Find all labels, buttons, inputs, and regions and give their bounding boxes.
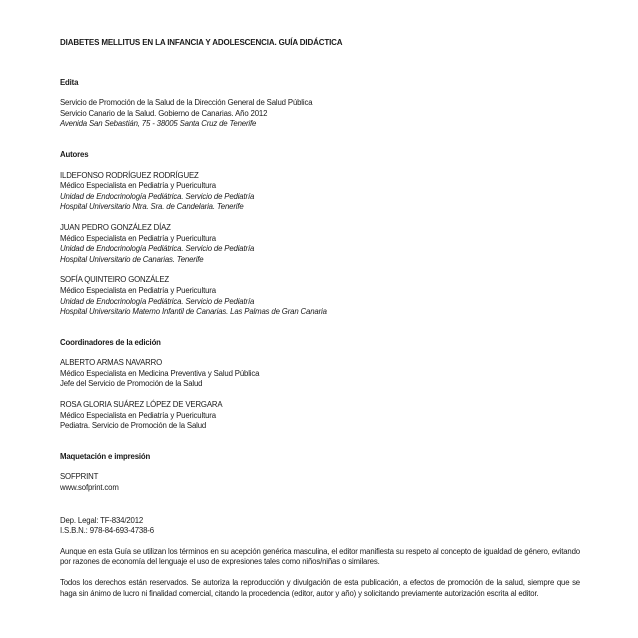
edita-line-1: Servicio de Promoción de la Salud de la Dirección General de Salud Pública xyxy=(60,98,313,108)
printer-website: www.sofprint.com xyxy=(60,483,119,493)
edita-address: Avenida San Sebastián, 75 - 38005 Santa Cruz de Tenerife xyxy=(60,119,257,129)
autores-section xyxy=(60,150,580,318)
coordinator-post: Jefe del Servicio de Promoción de la Salud xyxy=(60,379,203,389)
author-unit: Unidad de Endocrinología Pediátrica. Servicio de Pediatría xyxy=(60,244,255,254)
author-role: Médico Especialista en Pediatría y Puericultura xyxy=(60,181,216,191)
author-role: Médico Especialista en Pediatría y Puericultura xyxy=(60,233,216,243)
coordinadores-section xyxy=(60,338,580,432)
legal-deposit: Dep. Legal: TF-834/2012 xyxy=(60,515,144,525)
edita-section xyxy=(60,78,580,130)
edita-heading: Edita xyxy=(60,77,79,87)
author-unit: Unidad de Endocrinología Pediátrica. Servicio de Pediatría xyxy=(60,296,255,306)
author-name: ILDEFONSO RODRÍGUEZ RODRÍGUEZ xyxy=(60,170,199,180)
coordinator-name: ROSA GLORIA SUÁREZ LÓPEZ DE VERGARA xyxy=(60,400,223,410)
author-entry-3 xyxy=(60,275,580,317)
isbn: I.S.B.N.: 978-84-693-4738-6 xyxy=(60,526,154,536)
maquetacion-heading: Maquetación e impresión xyxy=(60,451,151,461)
rights-note: Todos los derechos están reservados. Se autoriza la reproducción y divulgación de esta publicación, a efectos de promoción de la salud, siempre que se haga sin ánimo de lucro ni finalidad comercial, citando la procedencia (editor, autor y año) y solicitando previamente autorización escrita al editor. xyxy=(60,578,580,598)
legal-section xyxy=(60,516,580,600)
author-role: Médico Especialista en Pediatría y Puericultura xyxy=(60,285,216,295)
coordinator-role: Médico Especialista en Medicina Preventiva y Salud Pública xyxy=(60,368,260,378)
author-unit: Unidad de Endocrinología Pediátrica. Servicio de Pediatría xyxy=(60,191,255,201)
autores-heading: Autores xyxy=(60,149,89,159)
edita-line-2: Servicio Canario de la Salud. Gobierno de Canarias. Año 2012 xyxy=(60,108,268,118)
coordinator-entry-2 xyxy=(60,400,580,432)
author-name: JUAN PEDRO GONZÁLEZ DÍAZ xyxy=(60,222,171,232)
author-entry-2 xyxy=(60,223,580,265)
colophon-page xyxy=(60,38,580,599)
maquetacion-section xyxy=(60,452,580,494)
coordinator-post: Pediatra. Servicio de Promoción de la Salud xyxy=(60,421,207,431)
author-hospital: Hospital Universitario de Canarias. Tenerife xyxy=(60,254,204,264)
document-title: DIABETES MELLITUS EN LA INFANCIA Y ADOLESCENCIA. GUÍA DIDÁCTICA xyxy=(60,38,343,47)
coordinator-role: Médico Especialista en Pediatría y Puericultura xyxy=(60,410,216,420)
coordinator-name: ALBERTO ARMAS NAVARRO xyxy=(60,358,162,368)
printer-name: SOFPRINT xyxy=(60,472,99,482)
author-hospital: Hospital Universitario Materno Infantil de Canarias. Las Palmas de Gran Canaria xyxy=(60,307,327,317)
author-entry-1 xyxy=(60,171,580,213)
gender-note: Aunque en esta Guía se utilizan los términos en su acepción genérica masculina, el editor manifiesta su respeto al concepto de igualdad de género, evitando por razones de economía del lenguaje el uso de expresiones tales como niños/niñas o similares. xyxy=(60,546,580,567)
coordinadores-heading: Coordinadores de la edición xyxy=(60,337,161,347)
coordinator-entry-1 xyxy=(60,358,580,390)
author-hospital: Hospital Universitario Ntra. Sra. de Candelaria. Tenerife xyxy=(60,202,244,212)
author-name: SOFÍA QUINTEIRO GONZÁLEZ xyxy=(60,275,170,285)
